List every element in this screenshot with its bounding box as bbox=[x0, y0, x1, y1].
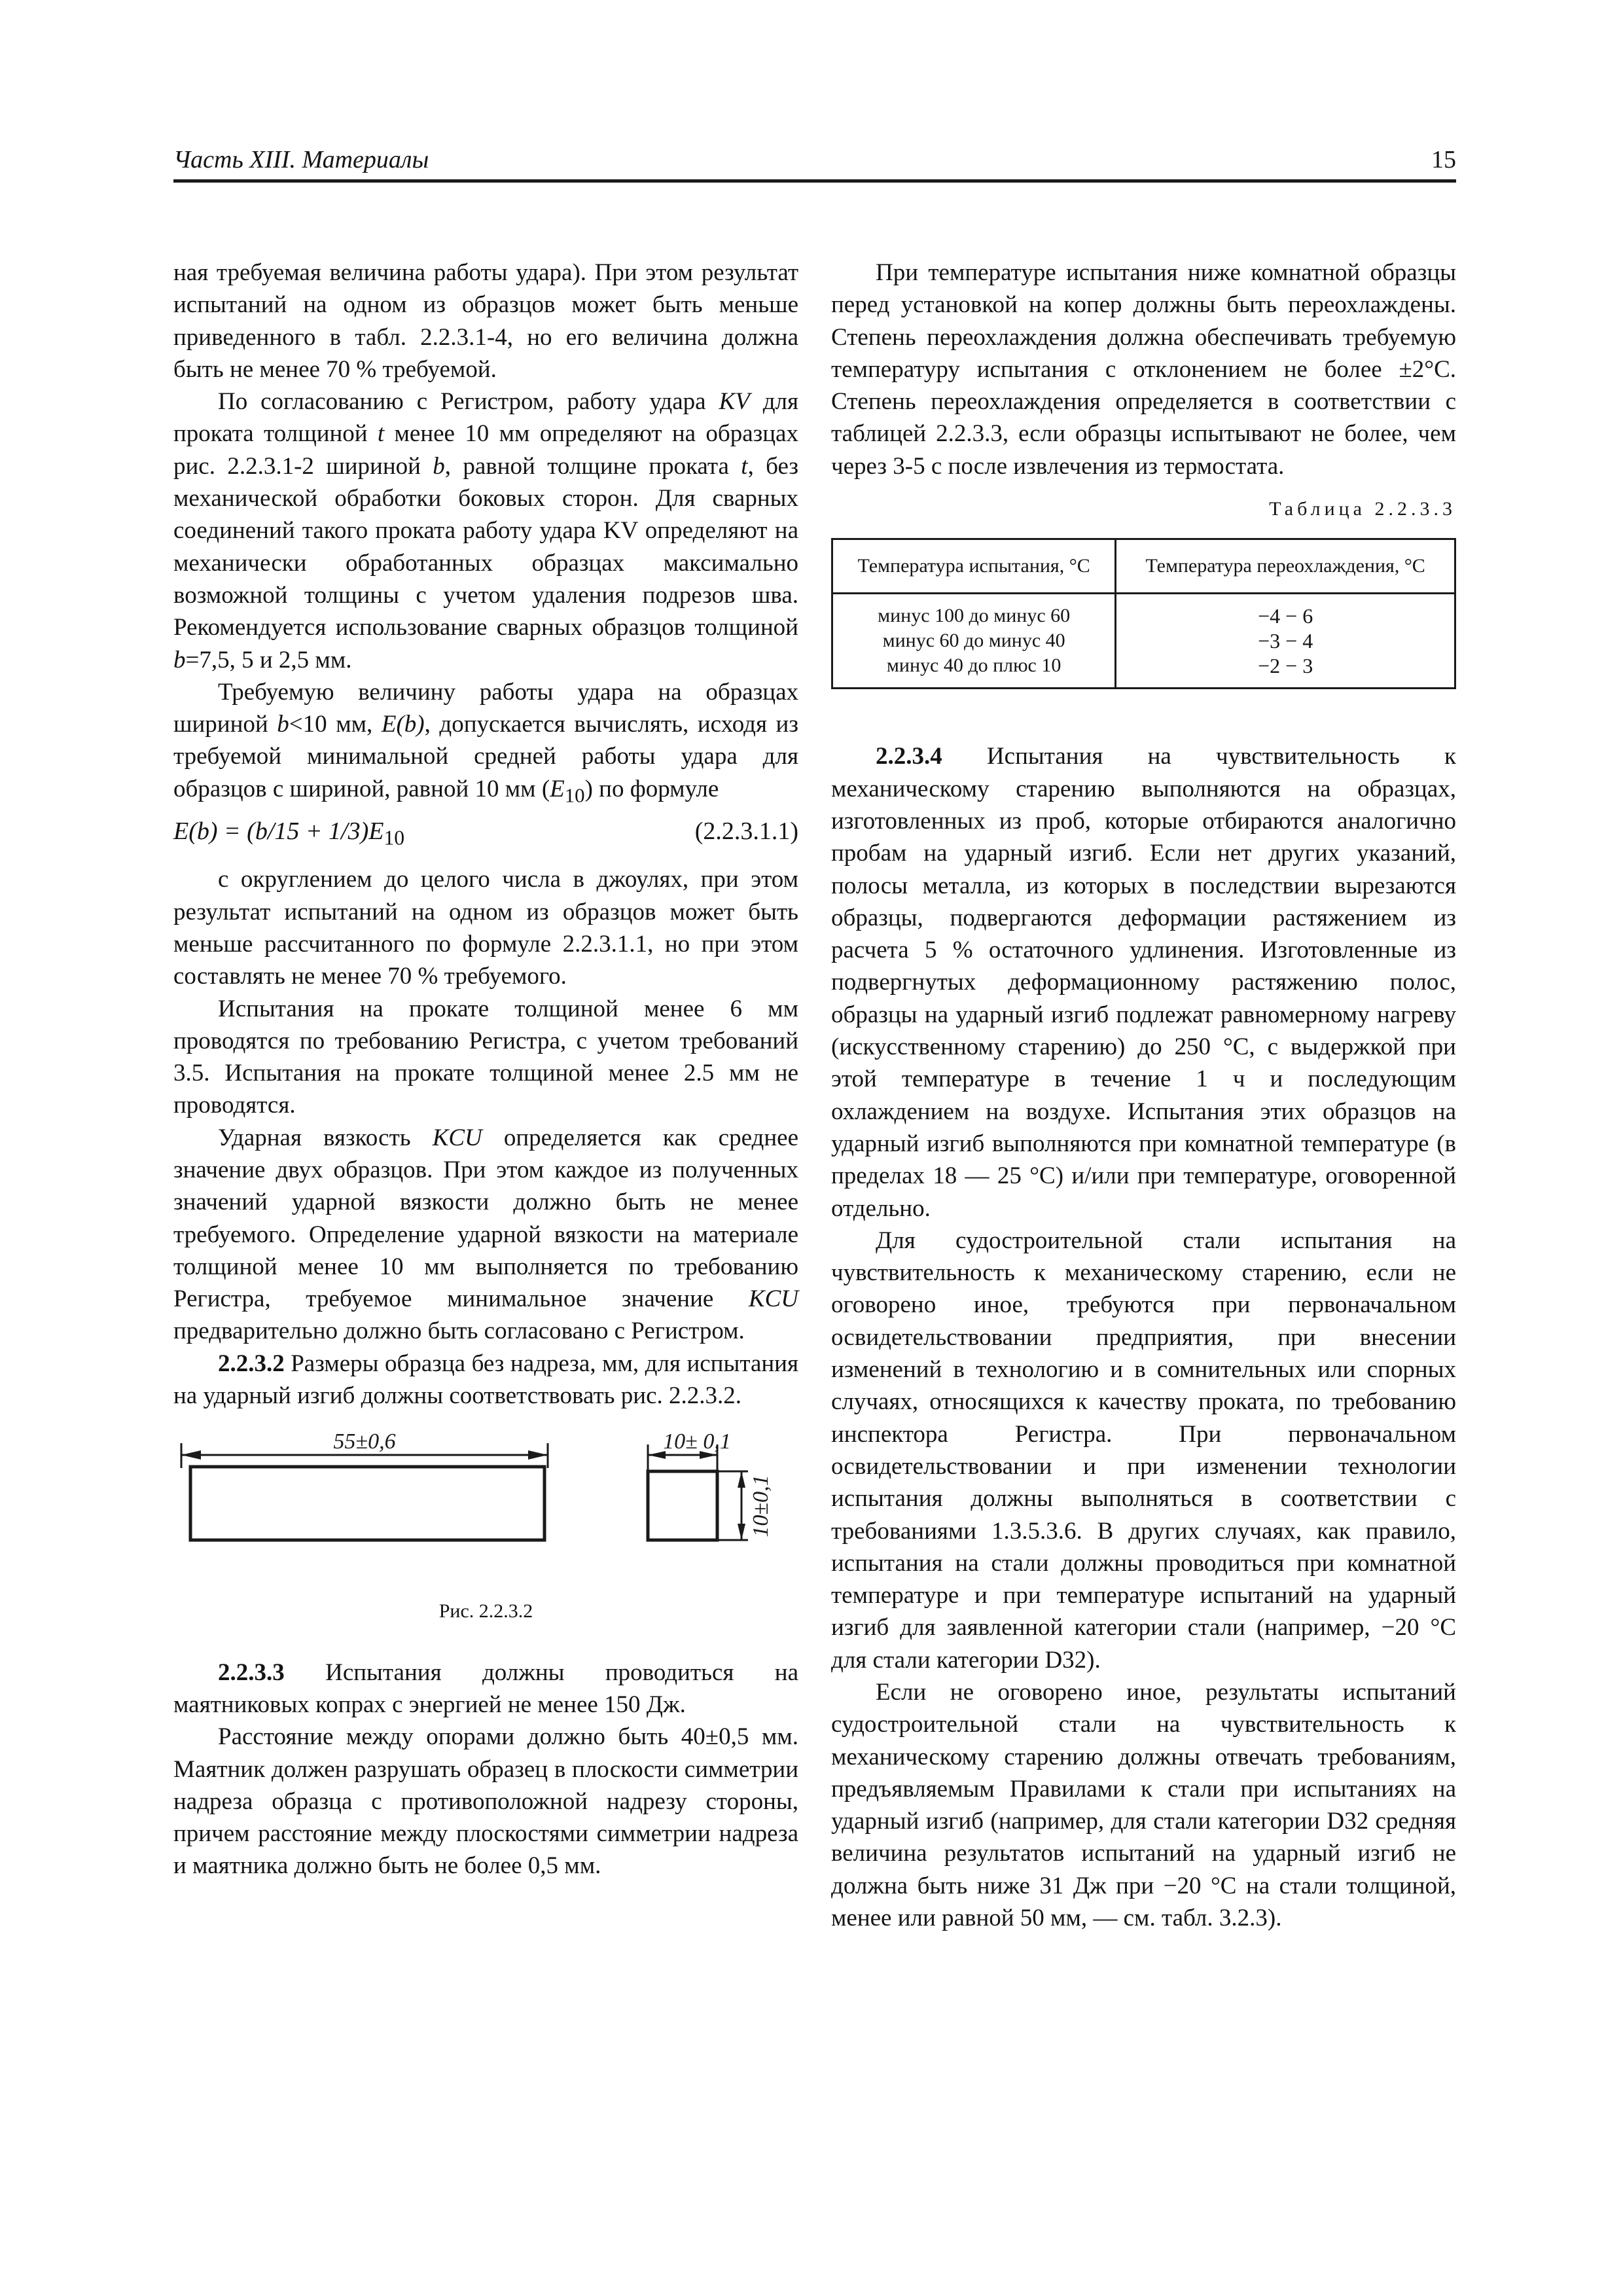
paragraph: 2.2.3.4 Испытания на чувствительность к механическому старению выполняются на образцах, изготовленных из проб, которые отбираются аналогично пробам на ударный изгиб. Если нет других указаний, полосы металла, из которых в последствии вырезаются образцы, подвергаются деформации растяжением из расчета 5 % остаточного удлинения. Изготовленные из подвергнутых деформационному растяжению полос, образцы на ударный изгиб подлежат равномерному нагреву (искусственному старению) до 250 °С, с выдержкой при этой температуре в течение 1 ч и последующим охлаждением на воздухе. Испытания этих образцов на ударный изгиб выполняются при комнатной температуре (в пределах 18 — 25 °С) и/или при температуре, оговоренной отдельно. bbox=[831, 743, 1456, 1222]
figure-caption: Рис. 2.2.3.2 bbox=[438, 1600, 533, 1623]
paragraph: Требуемую величину работы удара на образцах шириной b<10 мм, E(b), допускается вычислять, исходя из требуемой минимальной средней работы удара для образцов с шириной, равной 10 мм $(E_{10})$ по формуле bbox=[173, 678, 798, 807]
paragraph: Для судостроительной стали испытания на чувствительность к механическому старению, если не оговорено иное, требуются при первоначальном освидетельствовании предприятия, при внесении изменений в технологию и в сомнительных или спорных случаях, относящихся к качеству проката, по требованию инспектора Регистра. При первоначальном освидетельствовании и при изменении технологии испытания должны выполняться в соответствии с требованиями 1.3.5.3.6. В других случаях, как правило, испытания на стали должны проводиться при комнатной температуре и при температуре испытаний на ударный изгиб для заявленной категории стали (например, −20 °С для стали категории D32). bbox=[831, 1227, 1456, 1674]
paragraph: 2.2.3.2 Размеры образца без надреза, мм, для испытания на ударный изгиб должны соответствовать рис. 2.2.3.2. bbox=[173, 1350, 798, 1410]
table-header: Температура переохлаждения, °С bbox=[1116, 539, 1455, 594]
formula: $E(b) = (b/15 + 1/3)E_{10}$ (2.2.3.1.1) bbox=[173, 816, 798, 854]
paragraph: Ударная вязкость KCU определяется как среднее значение двух образцов. При этом каждое из полученных значений ударной вязкости должно быть не менее требуемого. Определение ударной вязкости на материале толщиной менее 10 мм выполняется по требованию Регистра, требуемое минимальное значение KCU предварительно должно быть согласовано с Регистром. bbox=[173, 1124, 799, 1345]
table-cell: минус 100 до минус 60 минус 60 до минус 40 минус 40 до плюс 10 bbox=[832, 594, 1116, 689]
paragraph: Если не оговорено иное, результаты испытаний судостроительной стали на чувствительность к механическому старению должны отвечать требованиям, предъявляемым Правилами к стали при испытаниях на ударный изгиб (например, для стали категории D32 средняя величина результатов испытаний на ударный изгиб не должна быть ниже 31 Дж при −20 °С на стали толщиной, менее или равной 50 мм, — см. табл. 3.2.3). bbox=[831, 1678, 1456, 1932]
formula-expression: E(b) = (b/15 + 1/3)E bbox=[173, 817, 384, 846]
paragraph: При температуре испытания ниже комнатной образцы перед установкой на копер должны быть переохлаждены. Степень переохлаждения должна обеспечивать требуемую температуру испытания с отклонением не более ±2°С. Степень переохлаждения определяется в соответствии с таблицей 2.2.3.3, если образцы испытывают не более, чем через 3-5 с после извлечения из термостата. bbox=[831, 259, 1456, 480]
paragraph: По согласованию с Регистром, работу удара KV для проката толщиной t менее 10 мм определяют на образцах рис. 2.2.3.1-2 шириной b, равной толщине проката t, без механической обработки боковых сторон. Для сварных соединений такого проката работу удара KV определяют на механически обработанных образцах максимально возможной толщины с учетом удаления подрезов шва. Рекомендуется использование сварных образцов толщиной b=7,5, 5 и 2,5 мм. bbox=[173, 388, 799, 673]
dimension-height: 10±0,1 bbox=[749, 1475, 773, 1537]
dimension-length: 55±0,6 bbox=[333, 1429, 396, 1454]
formula-number: (2.2.3.1.1) bbox=[694, 817, 798, 846]
table-row bbox=[832, 594, 1455, 689]
paragraph: Испытания на прокате толщиной менее 6 мм проводятся по требованию Регистра, с учетом требований 3.5. Испытания на прокате толщиной менее 2.5 мм не проводятся. bbox=[173, 995, 798, 1119]
specimen-figure bbox=[173, 1425, 798, 1595]
specimen-drawing bbox=[173, 1425, 798, 1595]
table-header: Температура испытания, °С bbox=[832, 539, 1116, 594]
right-column bbox=[831, 257, 1456, 1934]
table-caption: Таблица 2.2.3.3 bbox=[1269, 498, 1456, 520]
left-column bbox=[173, 257, 798, 1882]
page-number: 15 bbox=[1431, 146, 1456, 173]
paragraph: 2.2.3.3 Испытания должны проводиться на маятниковых копрах с энергией не менее 150 Дж. bbox=[173, 1659, 798, 1718]
running-header bbox=[173, 143, 1456, 183]
table-header-row bbox=[832, 539, 1455, 594]
paragraph: Расстояние между опорами должно быть 40±0,5 мм. Маятник должен разрушать образец в плоскости симметрии надреза образца с противоположной надрезу стороны, причем расстояние между плоскостями симметрии надреза и маятника должно быть не более 0,5 мм. bbox=[173, 1723, 798, 1880]
dimension-width: 10± 0,1 bbox=[663, 1429, 731, 1454]
header-title: Часть XIII. Материалы bbox=[173, 146, 429, 173]
supercooling-table bbox=[831, 538, 1456, 689]
table-cell: −4 − 6 −3 − 4 −2 − 3 bbox=[1116, 594, 1455, 689]
paragraph: с округлением до целого числа в джоулях, при этом результат испытаний на одном из образцов может быть меньше рассчитанного по формуле 2.2.3.1.1, но при этом составлять не менее 70 % требуемого. bbox=[173, 866, 798, 990]
paragraph: ная требуемая величина работы удара). При этом результат испытаний на одном из образцов может быть меньше приведенного в табл. 2.2.3.1-4, но его величина должна быть не менее 70 % требуемой. bbox=[173, 259, 798, 383]
